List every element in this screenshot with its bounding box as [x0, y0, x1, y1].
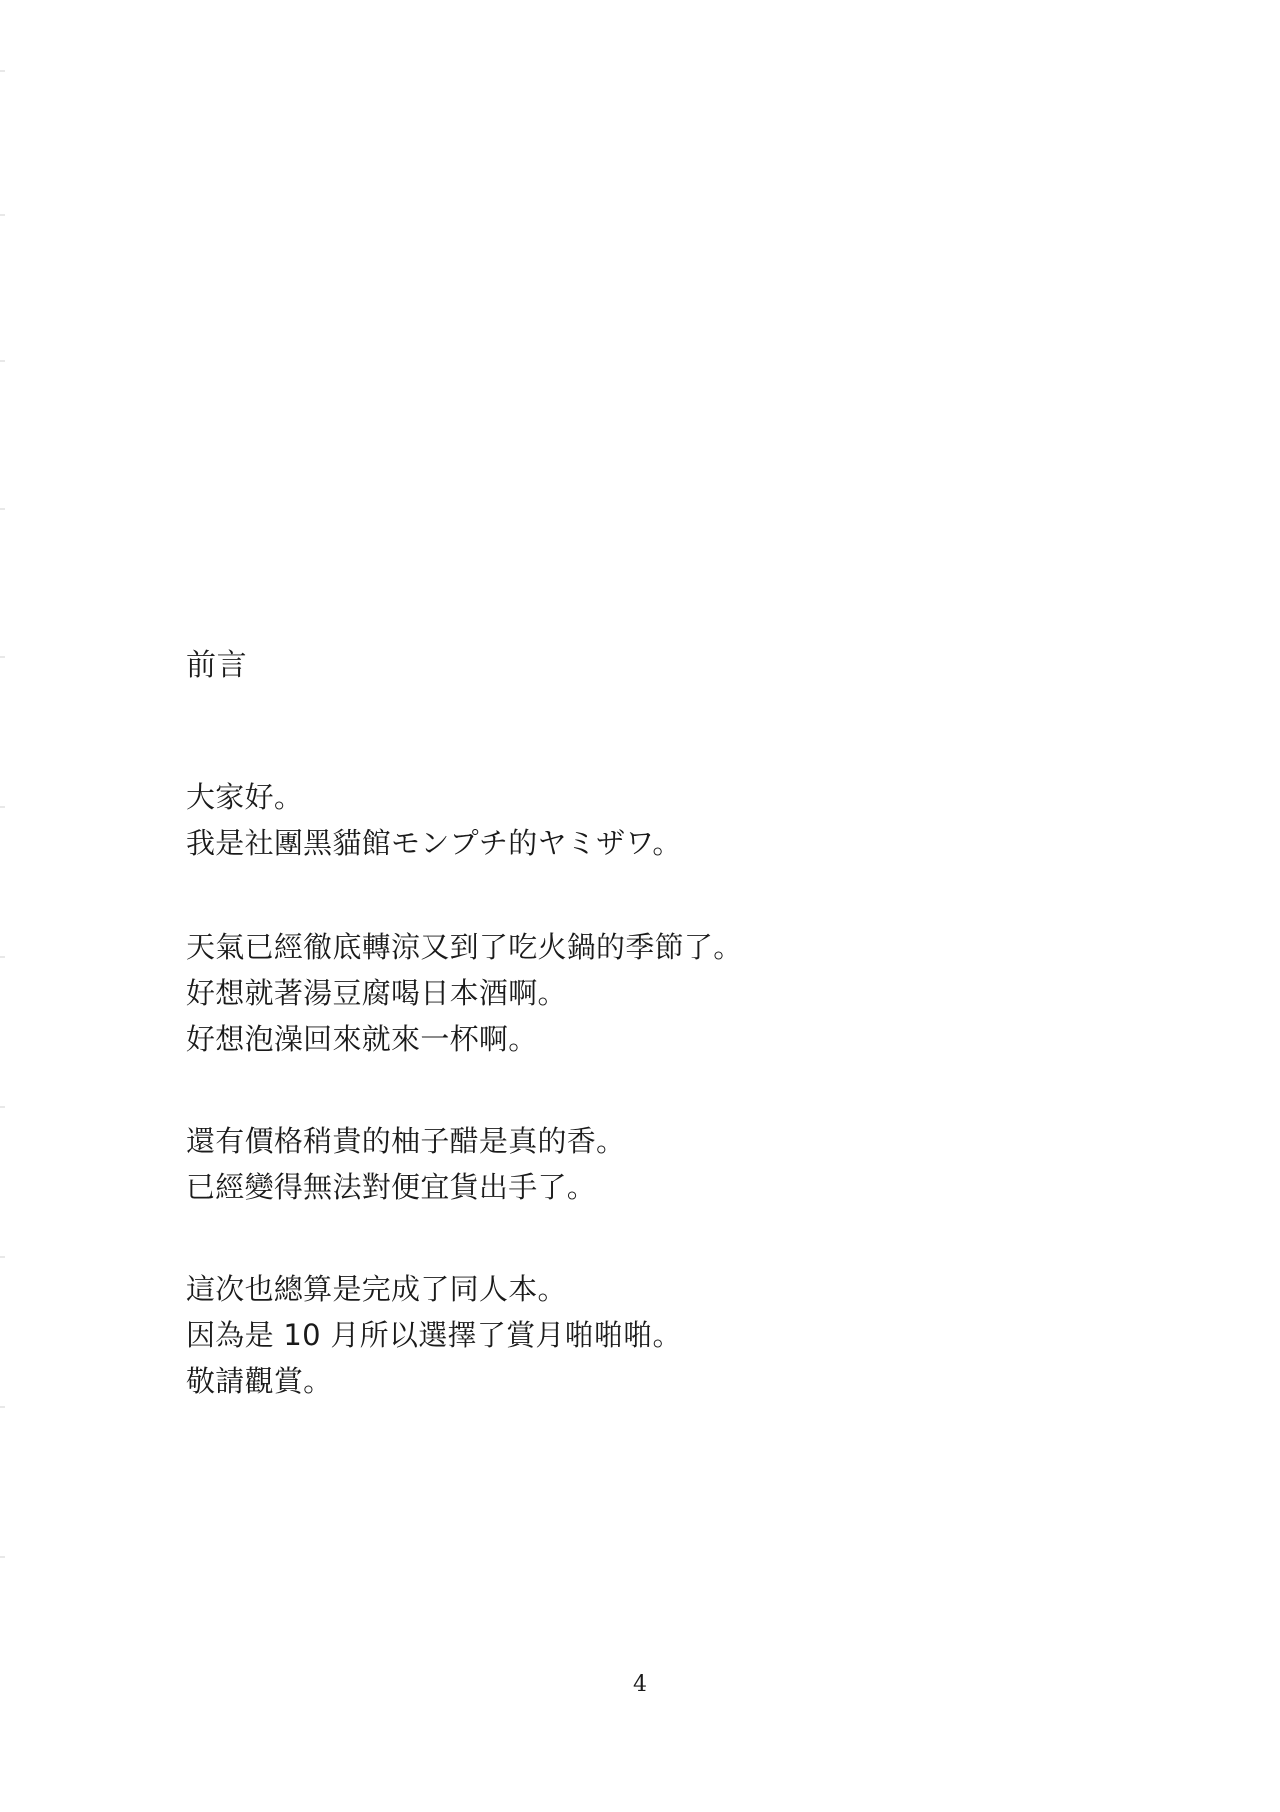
spacer [186, 1062, 1126, 1118]
paragraph-doujin [186, 1266, 1126, 1404]
paragraph-greeting [186, 774, 1126, 866]
paragraph-line: 因為是 10 月所以選擇了賞月啪啪啪。 [186, 1318, 682, 1352]
spacer [186, 866, 1126, 924]
paragraph-line: 大家好。 [186, 780, 304, 814]
paragraph-line: 還有價格稍貴的柚子醋是真的香。 [186, 1124, 626, 1158]
scan-edge-artifacts [0, 0, 6, 1812]
paragraph-ponzu [186, 1118, 1126, 1210]
page-number: 4 [633, 1672, 647, 1697]
spacer [186, 1210, 1126, 1266]
paragraph-line: 敬請觀賞。 [186, 1364, 333, 1398]
afterword-body [186, 648, 1126, 1404]
paragraph-line: 這次也總算是完成了同人本。 [186, 1272, 567, 1306]
paragraph-line: 天氣已經徹底轉涼又到了吃火鍋的季節了。 [186, 930, 743, 964]
page-title: 前言 [186, 648, 248, 683]
paragraph-line: 我是社團黑貓館モンプチ的ヤミザワ。 [186, 826, 682, 860]
paragraph-weather [186, 924, 1126, 1062]
paragraph-line: 好想就著湯豆腐喝日本酒啊。 [186, 976, 567, 1010]
paragraph-line: 已經變得無法對便宜貨出手了。 [186, 1170, 597, 1204]
spacer [186, 684, 1126, 774]
paragraph-line: 好想泡澡回來就來一杯啊。 [186, 1022, 538, 1056]
